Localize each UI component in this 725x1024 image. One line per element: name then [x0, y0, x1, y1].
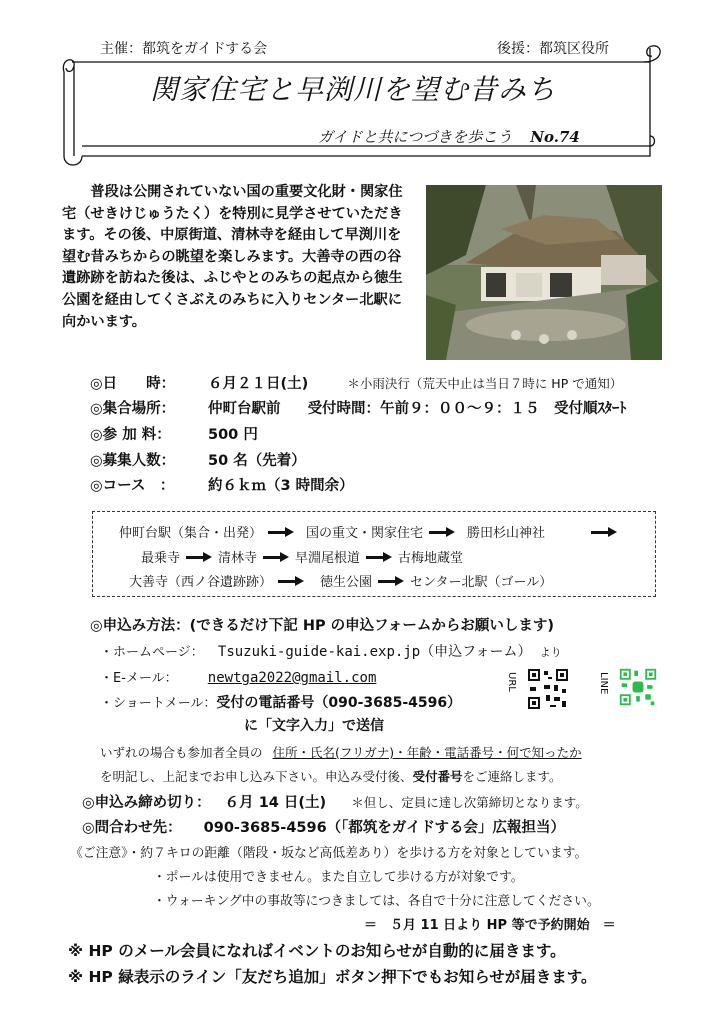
course-stop: センター北駅（ゴール）	[410, 575, 553, 590]
course-stop: 清林寺	[218, 551, 258, 566]
place-value: 仲町台駅前	[208, 401, 281, 417]
date-row	[90, 372, 622, 393]
organizer-text: 主催：都筑をガイドする会	[100, 41, 268, 57]
email-label: ・E-メール：	[100, 671, 178, 686]
arrow-right-icon	[366, 552, 392, 562]
course-stop: 徳生公園	[320, 575, 373, 590]
hp-qr-code[interactable]	[526, 667, 570, 711]
place-row	[90, 397, 627, 418]
reception-time: 受付時間：午前９：００〜９：１５ 受付順ｽﾀｰﾄ	[307, 401, 627, 417]
intro-paragraph: 普段は公開されていない国の重要文化財・関家住宅（せきけじゅうたく）を特別に見学させていただきます。その後、中原街道、清林寺を経由して早渕川を望む昔みちからの眺望を楽しみます。大善寺の西の谷遺跡跡を訪ねた後は、ふじやとのみちの起点から徳生公園を経由してくさぶえのみちに入りセンター北駅に向かいます。	[62, 184, 403, 330]
sms-instruction: に「文字入力」で送信	[244, 718, 384, 734]
house-photo	[426, 185, 662, 360]
page-subtitle	[318, 126, 580, 147]
fee-label: ◎参 加 料：	[90, 427, 171, 443]
url-label: URL	[506, 672, 517, 692]
date-value: ６月２１日(土)	[208, 376, 309, 392]
date-note: ＊小雨決行（荒天中止は当日７時に HP で通知）	[347, 376, 623, 391]
footer-line-1: ※ HP のメール会員になればイベントのお知らせが自動的に届きます。	[68, 942, 566, 960]
capacity-value: 50 名（先着）	[208, 453, 306, 469]
apply-note-2-end: をご連絡します。	[462, 769, 562, 784]
course-stop: 古梅地蔵堂	[398, 551, 464, 566]
course-row-2	[141, 547, 463, 566]
hp-row	[100, 641, 562, 661]
reception-number: 受付番号	[412, 769, 463, 784]
course-stop: 早淵尾根道	[295, 551, 361, 566]
arrow-right-icon	[429, 527, 455, 537]
hp-link[interactable]: Tsuzuki-guide-kai.exp.jp（申込フォーム）	[217, 644, 532, 660]
arrow-right-icon	[278, 576, 304, 586]
place-label: ◎集合場所：	[90, 401, 176, 417]
email-link[interactable]: newtga2022@gmail.com	[207, 670, 377, 686]
course-row-3	[129, 571, 552, 590]
date-label: ◎日 時：	[90, 376, 176, 392]
apply-note-2-text: を明記し、上記までお申し込み下さい。申込み受付後、	[100, 769, 413, 784]
caution-line-3: ・ウォーキング中の事故等につきましては、各自で十分に注意してください。	[153, 894, 600, 909]
apply-heading: ◎申込み方法：(できるだけ下記 HP の申込フォームからお願いします)	[90, 618, 555, 634]
sms-label: ・ショートメール：	[100, 696, 217, 711]
line-qr-code[interactable]	[618, 667, 658, 707]
deadline-row	[82, 791, 588, 812]
contact-label: ◎問合わせ先：	[82, 820, 182, 836]
fee-value: 500 円	[208, 427, 258, 443]
subtitle-text: ガイドと共につづきを歩こう	[318, 128, 513, 146]
contact-value: 090-3685-4596（「都筑をガイドする会」広報担当）	[203, 820, 566, 836]
arrow-right-icon	[268, 527, 294, 537]
sms-value: 受付の電話番号（090-3685-4596）	[216, 695, 462, 711]
apply-note-2	[100, 767, 562, 785]
page-title: 関家住宅と早渕川を望む昔みち	[150, 73, 557, 106]
capacity-row	[90, 449, 306, 470]
course-route-box	[92, 511, 656, 597]
contact-row	[82, 816, 565, 837]
deadline-value: ６月 14 日(土)	[224, 795, 327, 811]
arrow-right-icon	[186, 552, 212, 562]
course-stop: 勝田杉山神社	[467, 526, 546, 541]
support-text: 後援：都筑区役所	[497, 41, 609, 57]
caution-line-1: 《ご注意》・約７キロの距離（階段・坂など高低差あり）を歩ける方を対象としています。	[70, 846, 588, 861]
course-label: ◎コース ：	[90, 478, 175, 494]
caution-line-2: ・ポールは使用できません。また自立して歩ける方が対象です。	[153, 870, 524, 885]
arrow-right-icon	[591, 527, 617, 537]
deadline-label: ◎申込み締め切り：	[82, 795, 211, 811]
course-value: 約６ｋｍ（3 時間余）	[208, 478, 354, 494]
reservation-start: ＝ ５月 11 日より HP 等で予約開始 ＝	[364, 918, 616, 933]
hp-suffix: より	[539, 646, 562, 659]
hp-label: ・ホームページ：	[100, 645, 204, 660]
issue-number: No.74	[530, 128, 580, 146]
arrow-right-icon	[263, 552, 289, 562]
course-stop: 国の重文・関家住宅	[306, 526, 424, 541]
course-stop: 仲町台駅（集合・出発）	[119, 526, 263, 541]
course-row	[90, 474, 354, 495]
footer-line-2: ※ HP 緑表示のライン「友だち追加」ボタン押下でもお知らせが届きます。	[68, 968, 597, 986]
deadline-note: ＊但し、定員に達し次第締切となります。	[351, 795, 588, 810]
fee-row	[90, 423, 258, 444]
email-row	[100, 667, 376, 686]
required-info: 住所・氏名(フリガナ)・年齢・電話番号・何で知ったか	[272, 745, 582, 760]
sms-row	[100, 692, 461, 712]
arrow-right-icon	[378, 576, 404, 586]
course-stop: 最乗寺	[141, 551, 181, 566]
capacity-label: ◎募集人数：	[90, 453, 176, 469]
course-stop: 大善寺（西ノ谷遺跡跡）	[129, 575, 273, 590]
line-label: LINE	[598, 672, 609, 695]
apply-note-1	[100, 743, 582, 761]
course-row-1	[119, 522, 623, 541]
apply-note-1-text: いずれの場合も参加者全員の	[100, 745, 263, 760]
